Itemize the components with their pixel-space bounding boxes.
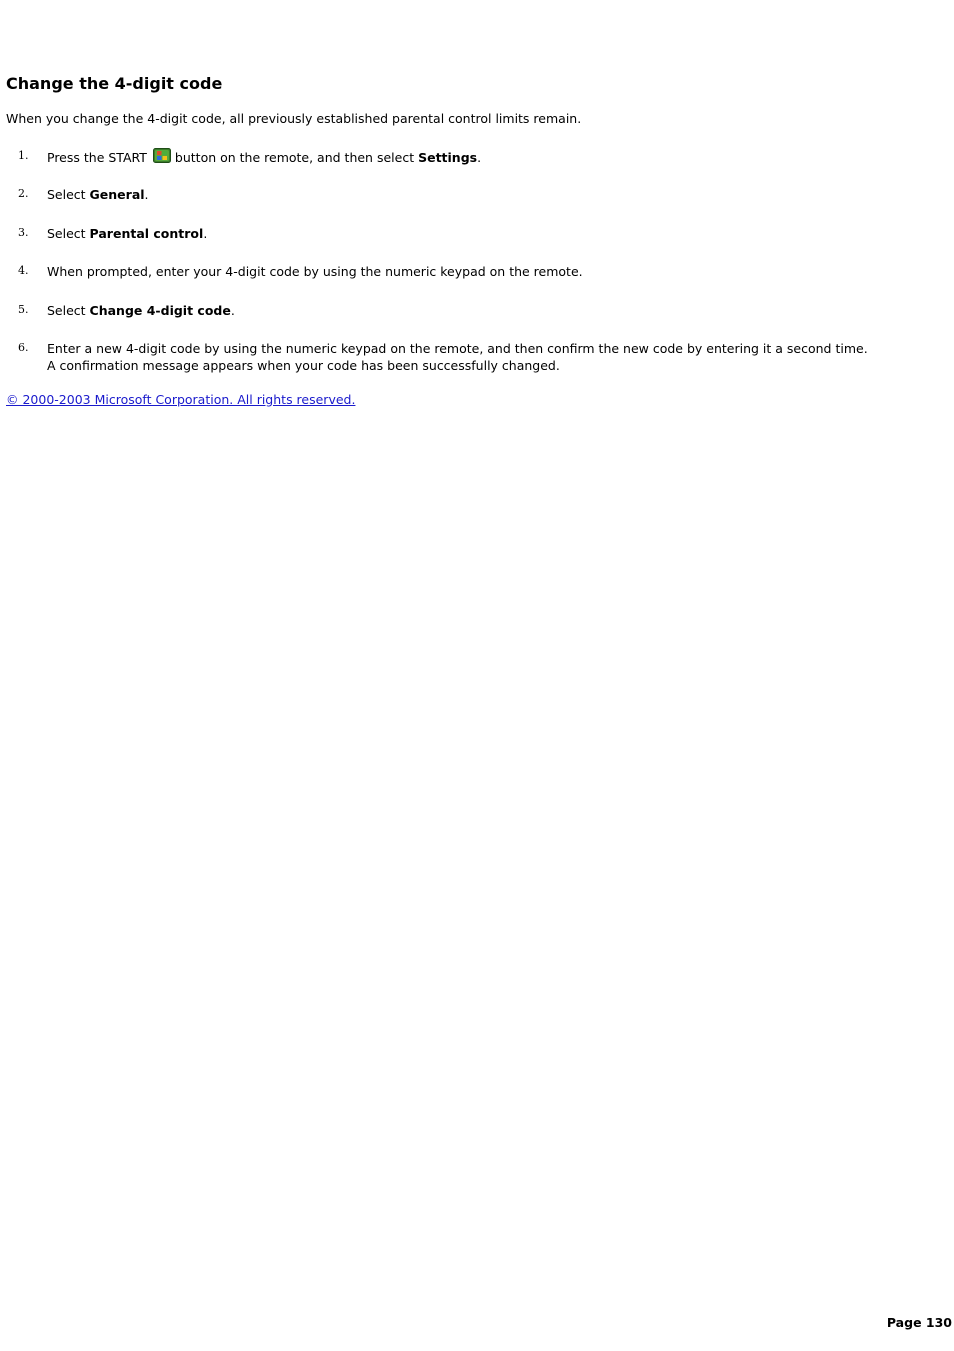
change-code-label: Change 4-digit code bbox=[89, 303, 231, 318]
step-text bbox=[47, 302, 952, 319]
general-label: General bbox=[89, 187, 145, 202]
step-text-start: Select bbox=[47, 187, 86, 202]
copyright-link[interactable]: © 2000-2003 Microsoft Corporation. All rights reserved. bbox=[6, 392, 356, 407]
step-text bbox=[47, 148, 952, 166]
step-text-end: . bbox=[203, 226, 208, 241]
step-text-end: . bbox=[477, 150, 482, 165]
step-number: 1. bbox=[18, 149, 29, 162]
page-title: Change the 4-digit code bbox=[6, 74, 223, 93]
step-text-line-1: Enter a new 4-digit code by using the numeric keypad on the remote, and then confirm the new code by entering it a second time. bbox=[47, 341, 868, 356]
step-number: 5. bbox=[18, 303, 29, 316]
step-text: When prompted, enter your 4-digit code by using the numeric keypad on the remote. bbox=[47, 264, 583, 279]
step-number: 6. bbox=[18, 341, 29, 354]
step-text-start: Press the START bbox=[47, 150, 147, 165]
step-number: 4. bbox=[18, 264, 29, 277]
settings-label: Settings bbox=[418, 150, 478, 165]
intro-paragraph: When you change the 4-digit code, all previously established parental control limits remain. bbox=[6, 111, 582, 126]
step-text-end: . bbox=[144, 187, 149, 202]
step-text-start: Select bbox=[47, 303, 86, 318]
step-text-start: Select bbox=[47, 226, 86, 241]
step-text-line-2: A confirmation message appears when your code has been successfully changed. bbox=[47, 358, 560, 373]
step-text bbox=[47, 186, 952, 203]
step-text bbox=[47, 340, 952, 374]
step-number: 3. bbox=[18, 226, 29, 239]
parental-control-label: Parental control bbox=[89, 226, 204, 241]
step-text bbox=[47, 225, 952, 242]
step-number: 2. bbox=[18, 187, 29, 200]
page-number: Page 130 bbox=[886, 1315, 952, 1330]
start-button-icon bbox=[153, 148, 171, 163]
step-text-end: . bbox=[230, 303, 235, 318]
step-text-middle: button on the remote, and then select bbox=[174, 150, 415, 165]
